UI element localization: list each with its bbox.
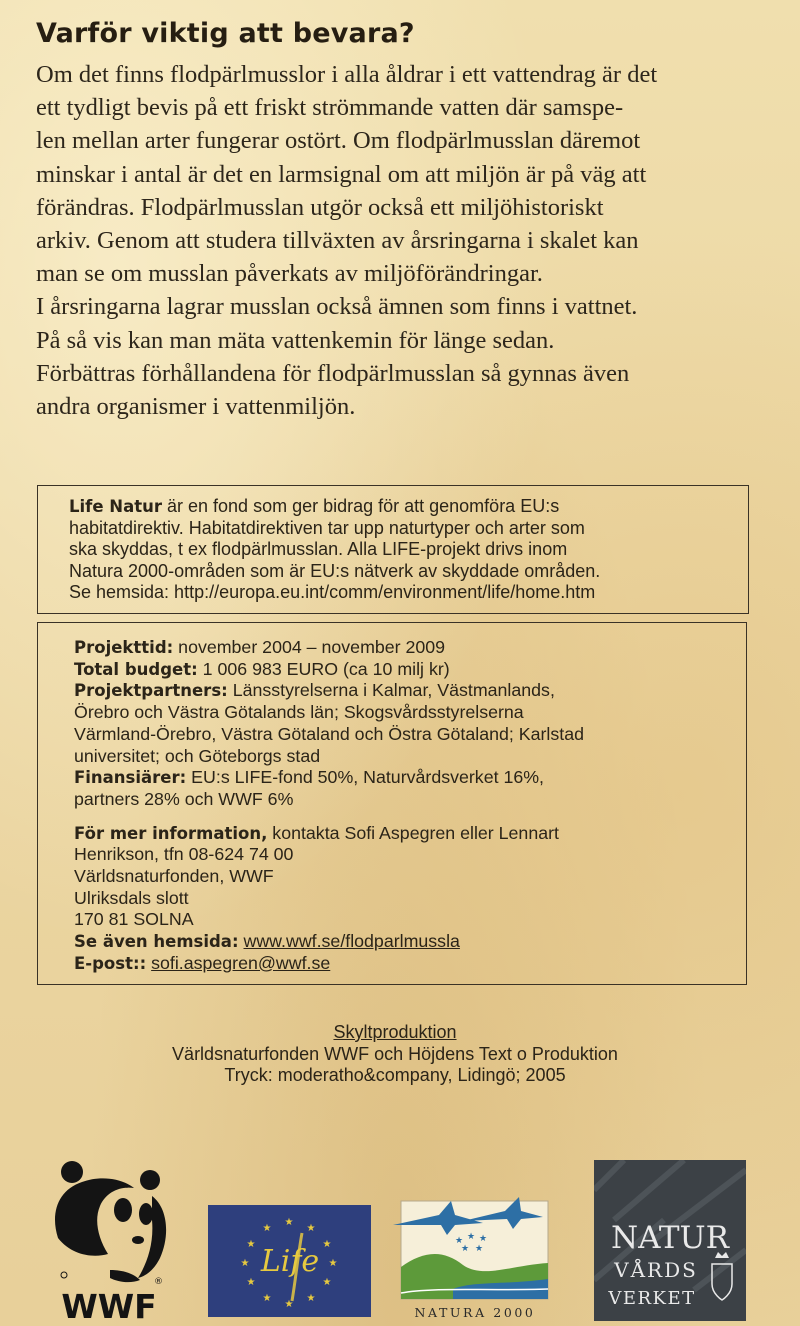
life-box-line: ska skyddas, t ex flodpärlmusslan. Alla LIFE-projekt drivs inom (69, 539, 568, 559)
production-credits (0, 1022, 790, 1087)
nv-wordmark-line3: VERKET (608, 1288, 696, 1309)
info-label: För mer information, (74, 823, 268, 843)
project-info-box (37, 622, 747, 985)
email-row (74, 953, 746, 975)
natura-2000-icon (393, 1193, 556, 1323)
partners-line: Örebro och Västra Götalands län; Skogsvårdsstyrelserna (74, 702, 524, 723)
life-box-text: är en fond som ger bidrag för att genomföra EU:s (162, 496, 560, 516)
svg-text:★: ★ (460, 1244, 470, 1254)
contact-line: 170 81 SOLNA (74, 909, 194, 930)
credits-title: Skyltproduktion (333, 1022, 457, 1042)
intro-line: Förbättras förhållandena för flodpärlmusslan så gynnas även (36, 359, 630, 387)
spacer (74, 811, 746, 823)
svg-text:★: ★ (306, 1293, 316, 1304)
svg-text:★: ★ (284, 1217, 294, 1228)
intro-line: ett tydligt bevis på ett friskt strömmande vatten där samspe- (36, 94, 624, 122)
intro-line: Om det finns flodpärlmusslor i alla åldrar i ett vattendrag är det (36, 61, 658, 88)
svg-text:★: ★ (306, 1223, 316, 1234)
section-heading: Varför viktig att bevara? (36, 18, 415, 49)
svg-text:★: ★ (246, 1239, 256, 1250)
life-box-line (69, 496, 748, 518)
svg-text:★: ★ (246, 1277, 256, 1288)
svg-text:★: ★ (284, 1299, 294, 1310)
life-logo (208, 1205, 371, 1317)
svg-text:★: ★ (474, 1244, 484, 1254)
life-box-line: habitatdirektiv. Habitatdirektiven tar upp naturtyper och arter som (69, 517, 585, 538)
nv-wordmark-line1: NATUR (611, 1220, 729, 1256)
finans-row (74, 767, 746, 789)
credits-line: Världsnaturfonden WWF och Höjdens Text o Produktion (172, 1043, 618, 1064)
partners-label: Projektpartners: (74, 681, 228, 701)
intro-line: man se om musslan påverkats av miljöförändringar. (36, 260, 543, 288)
life-box-line: Natura 2000-områden som är EU:s nätverk av skyddade områden. (69, 560, 601, 581)
website-label: Se även hemsida: (74, 932, 239, 952)
info-row (74, 823, 746, 845)
natura-2000-logo (393, 1193, 556, 1323)
partners-row (74, 680, 746, 702)
intro-paragraph (36, 58, 796, 423)
budget-label: Total budget: (74, 659, 198, 679)
intro-line: På så vis kan man mäta vattenkemin för länge sedan. (36, 326, 555, 354)
intro-line: förändras. Flodpärlmusslan utgör också ett miljöhistoriskt (36, 193, 604, 221)
email-label: E-post:: (74, 953, 147, 973)
wwf-logo (50, 1158, 168, 1323)
svg-text:★: ★ (328, 1258, 338, 1269)
contact-line: Henrikson, tfn 08-624 74 00 (74, 844, 294, 865)
wwf-wordmark: WWF (61, 1287, 157, 1323)
website-row (74, 931, 746, 953)
life-natur-label: Life Natur (69, 497, 162, 516)
intro-line: len mellan arter fungerar ostört. Om flodpärlmusslan däremot (36, 127, 641, 155)
contact-line: Världsnaturfonden, WWF (74, 866, 274, 887)
intro-line: I årsringarna lagrar musslan också ämnen som finns i vattnet. (36, 293, 638, 321)
svg-text:★: ★ (240, 1258, 250, 1269)
intro-line: andra organismer i vattenmiljön. (36, 393, 356, 421)
svg-text:★: ★ (466, 1232, 476, 1242)
projekttid-value: november 2004 – november 2009 (173, 637, 446, 657)
finans-line: partners 28% och WWF 6% (74, 788, 294, 809)
life-box-line: Se hemsida: http://europa.eu.int/comm/environment/life/home.htm (69, 582, 596, 602)
intro-line: arkiv. Genom att studera tillväxten av årsringarna i skalet kan (36, 227, 639, 255)
finans-label: Finansiärer: (74, 768, 187, 788)
svg-text:★: ★ (262, 1223, 272, 1234)
panda-icon (50, 1158, 168, 1323)
budget-value: 1 006 983 EURO (ca 10 milj kr) (197, 658, 450, 679)
svg-text:★: ★ (322, 1239, 332, 1250)
svg-text:★: ★ (322, 1277, 332, 1288)
life-wordmark: Life (260, 1244, 320, 1279)
wwf-registered-mark: ® (154, 1277, 163, 1287)
partners-value: Länsstyrelserna i Kalmar, Västmanlands, (227, 680, 555, 701)
naturvardsverket-logo (594, 1160, 746, 1321)
nv-wordmark-line2: VÅRDS (614, 1258, 698, 1282)
naturvardsverket-icon (594, 1160, 746, 1321)
eu-life-icon (208, 1205, 371, 1317)
partners-line: Värmland-Örebro, Västra Götaland och Östra Götaland; Karlstad (74, 723, 584, 744)
svg-text:★: ★ (262, 1293, 272, 1304)
contact-line: Ulriksdals slott (74, 887, 189, 908)
partners-line: universitet; och Göteborgs stad (74, 745, 321, 766)
projekttid-label: Projekttid: (74, 638, 174, 657)
credits-line: Tryck: moderatho&company, Lidingö; 2005 (224, 1065, 566, 1086)
finans-value: EU:s LIFE-fond 50%, Naturvårdsverket 16%, (186, 767, 544, 788)
svg-text:★: ★ (454, 1236, 464, 1246)
info-value: kontakta Sofi Aspegren eller Lennart (267, 822, 559, 843)
life-natur-info-box (37, 485, 749, 614)
email-link[interactable]: sofi.aspegren@wwf.se (151, 952, 331, 973)
website-link[interactable]: www.wwf.se/flodparlmussla (243, 931, 460, 952)
svg-text:★: ★ (478, 1234, 488, 1244)
intro-line: minskar i antal är det en larmsignal om att miljön är på väg att (36, 160, 647, 188)
projekttid-row (74, 637, 746, 659)
natura-wordmark: NATURA 2000 (414, 1305, 536, 1320)
budget-row (74, 659, 746, 681)
